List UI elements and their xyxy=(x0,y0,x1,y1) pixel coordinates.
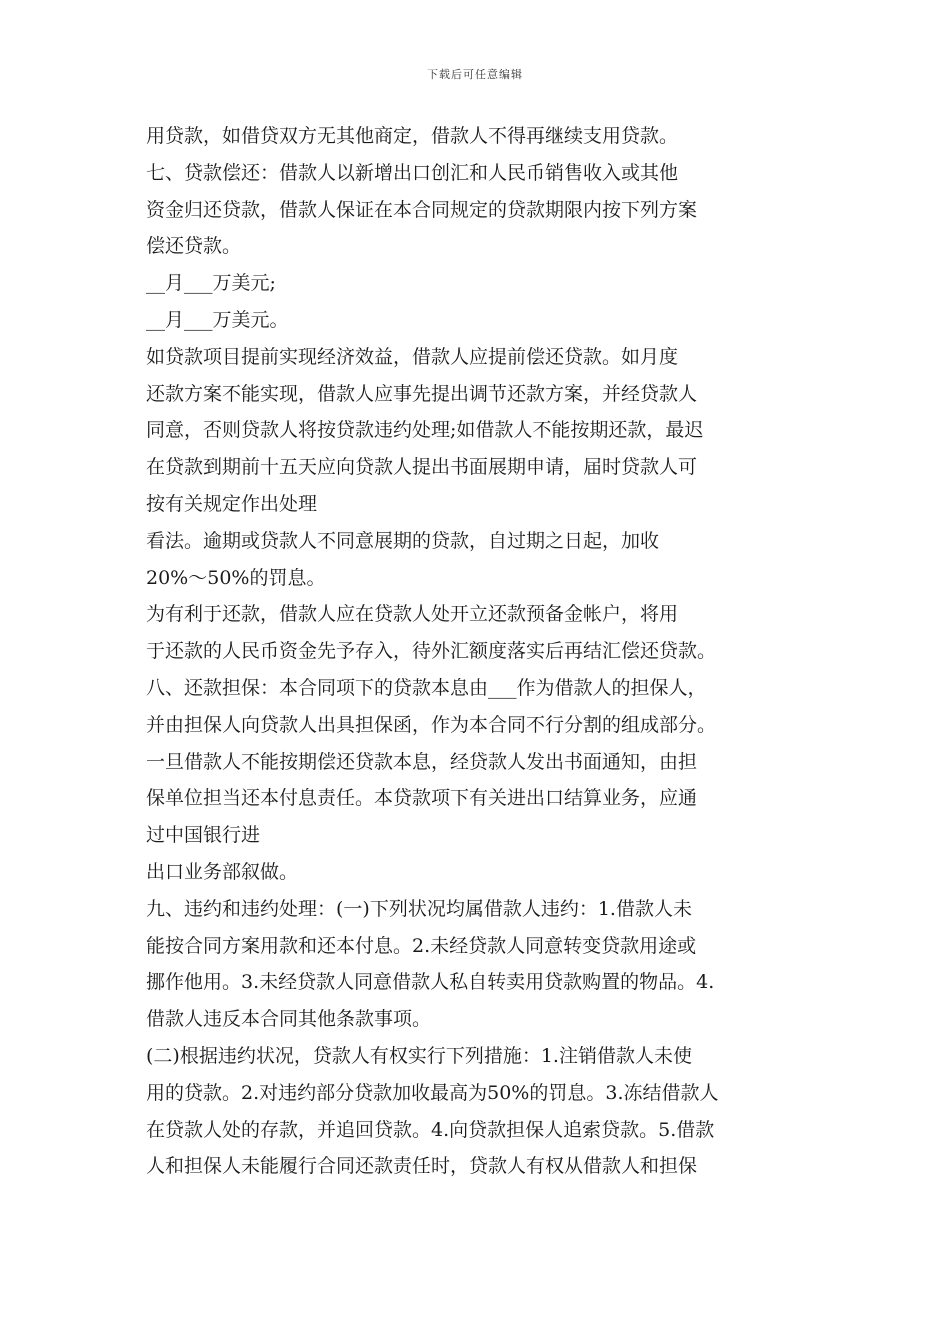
text-line: (二)根据违约状况，贷款人有权实行下列措施：1.注销借款人未使 xyxy=(146,1044,692,1067)
text-line: 借款人违反本合同其他条款事项。 xyxy=(146,1008,432,1031)
text-line: 九、违约和违约处理：(一)下列状况均属借款人违约：1.借款人未 xyxy=(146,897,692,920)
document-body xyxy=(146,118,826,1185)
text-line: 在贷款到期前十五天应向贷款人提出书面展期申请，届时贷款人可 xyxy=(146,456,698,479)
text-line: __月___万美元。 xyxy=(146,308,289,331)
text-line: 人和担保人未能履行合同还款责任时，贷款人有权从借款人和担保 xyxy=(146,1155,698,1178)
text-line: 偿还贷款。 xyxy=(146,235,242,258)
page-header: 下载后可任意编辑 xyxy=(427,68,523,81)
text-line: 资金归还贷款，借款人保证在本合同规定的贷款期限内按下列方案 xyxy=(146,198,698,221)
text-line: 并由担保人向贷款人出具担保函，作为本合同不行分割的组成部分。 xyxy=(146,713,717,736)
text-line: 能按合同方案用款和还本付息。2.未经贷款人同意转变贷款用途或 xyxy=(146,934,697,957)
text-line: 20%～50%的罚息。 xyxy=(146,566,326,589)
text-line: 过中国银行进 xyxy=(146,824,261,847)
text-line: 按有关规定作出处理 xyxy=(146,492,318,515)
text-line: 在贷款人处的存款，并追回贷款。4.向贷款担保人追索贷款。5.借款 xyxy=(146,1118,715,1141)
text-line: 出口业务部叙做。 xyxy=(146,860,299,883)
text-line: 为有利于还款，借款人应在贷款人处开立还款预备金帐户，将用 xyxy=(146,603,679,626)
text-line: 一旦借款人不能按期偿还贷款本息，经贷款人发出书面通知，由担 xyxy=(146,750,698,773)
text-line: 保单位担当还本付息责任。本贷款项下有关进出口结算业务，应通 xyxy=(146,787,698,810)
text-line: 如贷款项目提前实现经济效益，借款人应提前偿还贷款。如月度 xyxy=(146,345,679,368)
text-line: 于还款的人民币资金先予存入，待外汇额度落实后再结汇偿还贷款。 xyxy=(146,640,717,663)
text-line: 用的贷款。2.对违约部分贷款加收最高为50%的罚息。3.冻结借款人 xyxy=(146,1081,719,1104)
text-line: 同意，否则贷款人将按贷款违约处理;如借款人不能按期还款，最迟 xyxy=(146,419,704,442)
text-line: __月___万美元; xyxy=(146,272,276,295)
text-line: 用贷款，如借贷双方无其他商定，借款人不得再继续支用贷款。 xyxy=(146,125,679,147)
text-line: 挪作他用。3.未经贷款人同意借款人私自转卖用贷款购置的物品。4. xyxy=(146,971,715,994)
text-line: 七、贷款偿还：借款人以新增出口创汇和人民币销售收入或其他 xyxy=(146,161,679,184)
text-line: 还款方案不能实现，借款人应事先提出调节还款方案，并经贷款人 xyxy=(146,382,698,405)
text-line: 八、还款担保：本合同项下的贷款本息由___作为借款人的担保人， xyxy=(146,676,707,699)
text-line: 看法。逾期或贷款人不同意展期的贷款，自过期之日起，加收 xyxy=(146,529,660,552)
